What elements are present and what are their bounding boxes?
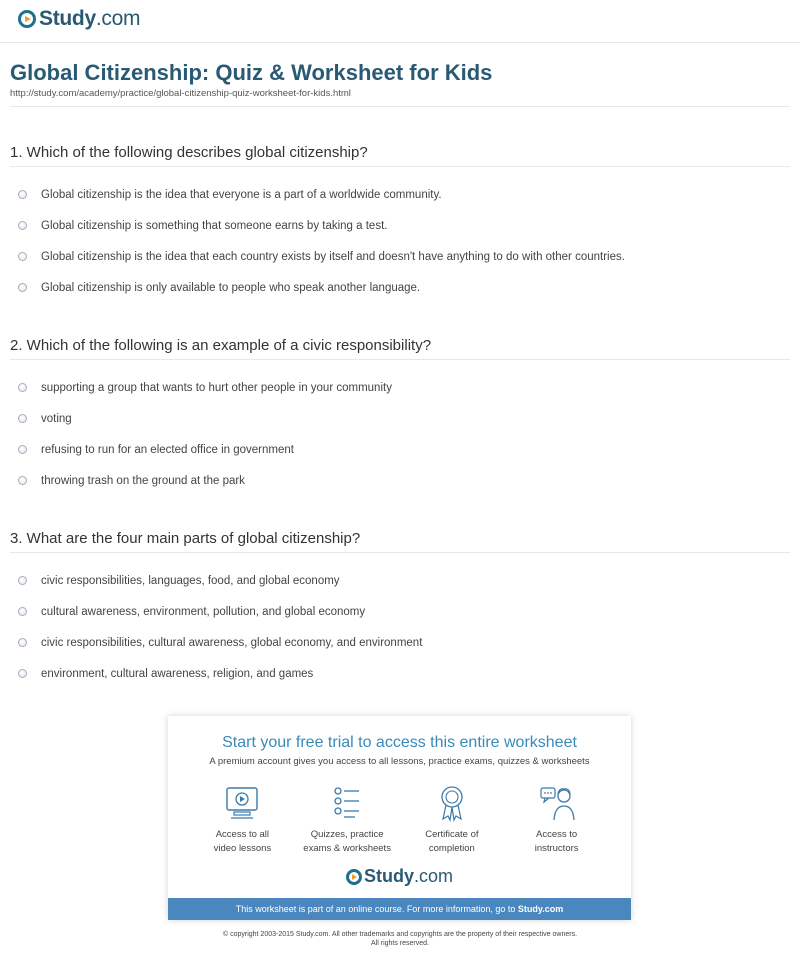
radio-button-icon[interactable] — [18, 414, 27, 423]
question-3 — [10, 528, 790, 689]
answer-option[interactable]: Global citizenship is the idea that each country exists by itself and doesn't have anything to do with other countries. — [10, 241, 790, 272]
question-text: 2. Which of the following is an example of a civic responsibility? — [10, 337, 432, 354]
study-logo[interactable] — [18, 6, 140, 32]
radio-button-icon[interactable] — [18, 576, 27, 585]
radio-button-icon[interactable] — [18, 283, 27, 292]
radio-button-icon[interactable] — [18, 638, 27, 647]
answer-option[interactable]: voting — [10, 403, 790, 434]
instructor-icon — [537, 784, 577, 822]
radio-button-icon[interactable] — [18, 190, 27, 199]
radio-button-icon[interactable] — [18, 221, 27, 230]
answer-option[interactable]: Global citizenship is something that someone earns by taking a test. — [10, 210, 790, 241]
radio-button-icon[interactable] — [18, 252, 27, 261]
feature-quizzes: Quizzes, practice exams & worksheets — [297, 784, 397, 856]
promo-features — [168, 784, 631, 856]
radio-button-icon[interactable] — [18, 445, 27, 454]
question-text: 1. Which of the following describes global citizenship? — [10, 144, 368, 161]
answer-option[interactable]: supporting a group that wants to hurt other people in your community — [10, 372, 790, 403]
copyright-notice: © copyright 2003-2015 Study.com. All other trademarks and copyrights are the property of their respective owners. All rights reserved. — [222, 931, 578, 947]
certificate-icon — [432, 784, 472, 822]
question-divider — [10, 552, 790, 553]
promo-study-logo[interactable]: Study.com — [168, 866, 631, 887]
answer-option[interactable]: civic responsibilities, cultural awareness, global economy, and environment — [10, 627, 790, 658]
answer-option[interactable]: Global citizenship is only available to people who speak another language. — [10, 272, 790, 303]
promo-subtext: A premium account gives you access to all lessons, practice exams, quizzes & worksheets — [209, 756, 590, 767]
feature-certificate: Certificate of completion — [402, 784, 502, 856]
study-link[interactable]: Study.com — [517, 904, 564, 914]
radio-button-icon[interactable] — [18, 383, 27, 392]
answer-option[interactable]: throwing trash on the ground at the park — [10, 465, 790, 496]
video-lesson-icon — [222, 784, 262, 822]
radio-button-icon[interactable] — [18, 669, 27, 678]
page-title: Global Citizenship: Quiz & Worksheet for Kids — [10, 60, 493, 85]
feature-video-lessons: Access to all video lessons — [192, 784, 292, 856]
quiz-list-icon — [327, 784, 367, 822]
page-url: http://study.com/academy/practice/global-citizenship-quiz-worksheet-for-kids.html — [10, 88, 351, 99]
answer-option[interactable]: Global citizenship is the idea that everyone is a part of a worldwide community. — [10, 179, 790, 210]
answer-option[interactable]: cultural awareness, environment, pollution, and global economy — [10, 596, 790, 627]
answer-option[interactable]: refusing to run for an elected office in government — [10, 434, 790, 465]
play-circle-icon — [346, 869, 362, 885]
play-circle-icon — [18, 10, 36, 28]
question-divider — [10, 166, 790, 167]
question-2 — [10, 335, 790, 496]
title-divider — [10, 106, 790, 107]
answer-option[interactable]: civic responsibilities, languages, food, and global economy — [10, 565, 790, 596]
question-1 — [10, 142, 790, 303]
free-trial-promo[interactable] — [168, 716, 631, 920]
answer-options — [10, 565, 790, 689]
answer-options — [10, 372, 790, 496]
feature-instructors: Access to instructors — [507, 784, 607, 856]
promo-headline[interactable]: Start your free trial to access this entire worksheet — [222, 734, 577, 751]
answer-option[interactable]: environment, cultural awareness, religion, and games — [10, 658, 790, 689]
answer-options — [10, 179, 790, 303]
radio-button-icon[interactable] — [18, 476, 27, 485]
promo-info-bar: This worksheet is part of an online course. For more information, go to Study.com — [168, 898, 631, 920]
question-divider — [10, 359, 790, 360]
question-text: 3. What are the four main parts of global citizenship? — [10, 530, 361, 547]
radio-button-icon[interactable] — [18, 607, 27, 616]
logo-wordmark: Study.com — [39, 7, 141, 30]
header-divider — [0, 42, 800, 43]
